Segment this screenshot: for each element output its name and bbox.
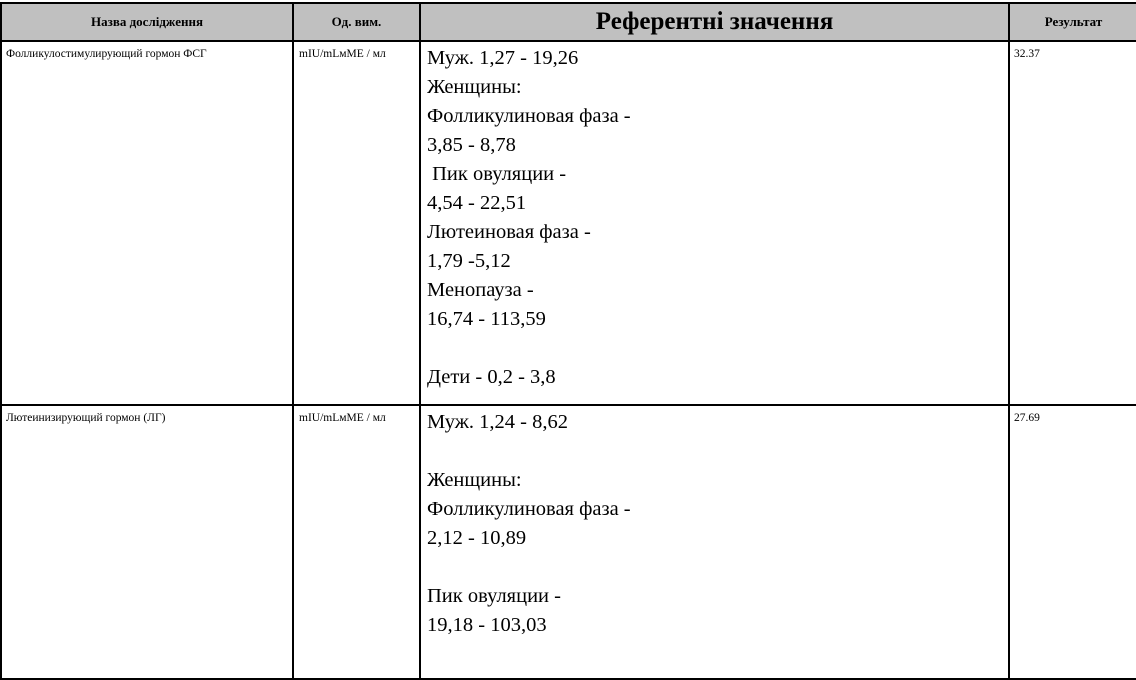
test-unit: mIU/mLмME / мл <box>293 41 420 405</box>
header-reference: Референтні значення <box>420 3 1009 41</box>
table-row <box>1 405 1136 679</box>
header-unit: Од. вим. <box>293 3 420 41</box>
header-result: Результат <box>1009 3 1136 41</box>
table-row <box>1 41 1136 405</box>
test-name: Фолликулостимулирующий гормон ФСГ <box>1 41 293 405</box>
test-result: 32.37 <box>1009 41 1136 405</box>
reference-values: Муж. 1,27 - 19,26 Женщины: Фолликулиновая фаза - 3,85 - 8,78 Пик овуляции - 4,54 - 22,51 Лютеиновая фаза - 1,79 -5,12 Менопауза - 16,74 - 113,59 Дети - 0,2 - 3,8 <box>420 41 1009 405</box>
header-row <box>1 3 1136 41</box>
test-result: 27.69 <box>1009 405 1136 679</box>
test-name: Лютеинизирующий гормон (ЛГ) <box>1 405 293 679</box>
test-unit: mIU/mLмME / мл <box>293 405 420 679</box>
header-name: Назва дослідження <box>1 3 293 41</box>
lab-results-table <box>0 2 1136 680</box>
reference-values: Муж. 1,24 - 8,62 Женщины: Фолликулиновая фаза - 2,12 - 10,89 Пик овуляции - 19,18 - 103,03 <box>420 405 1009 679</box>
